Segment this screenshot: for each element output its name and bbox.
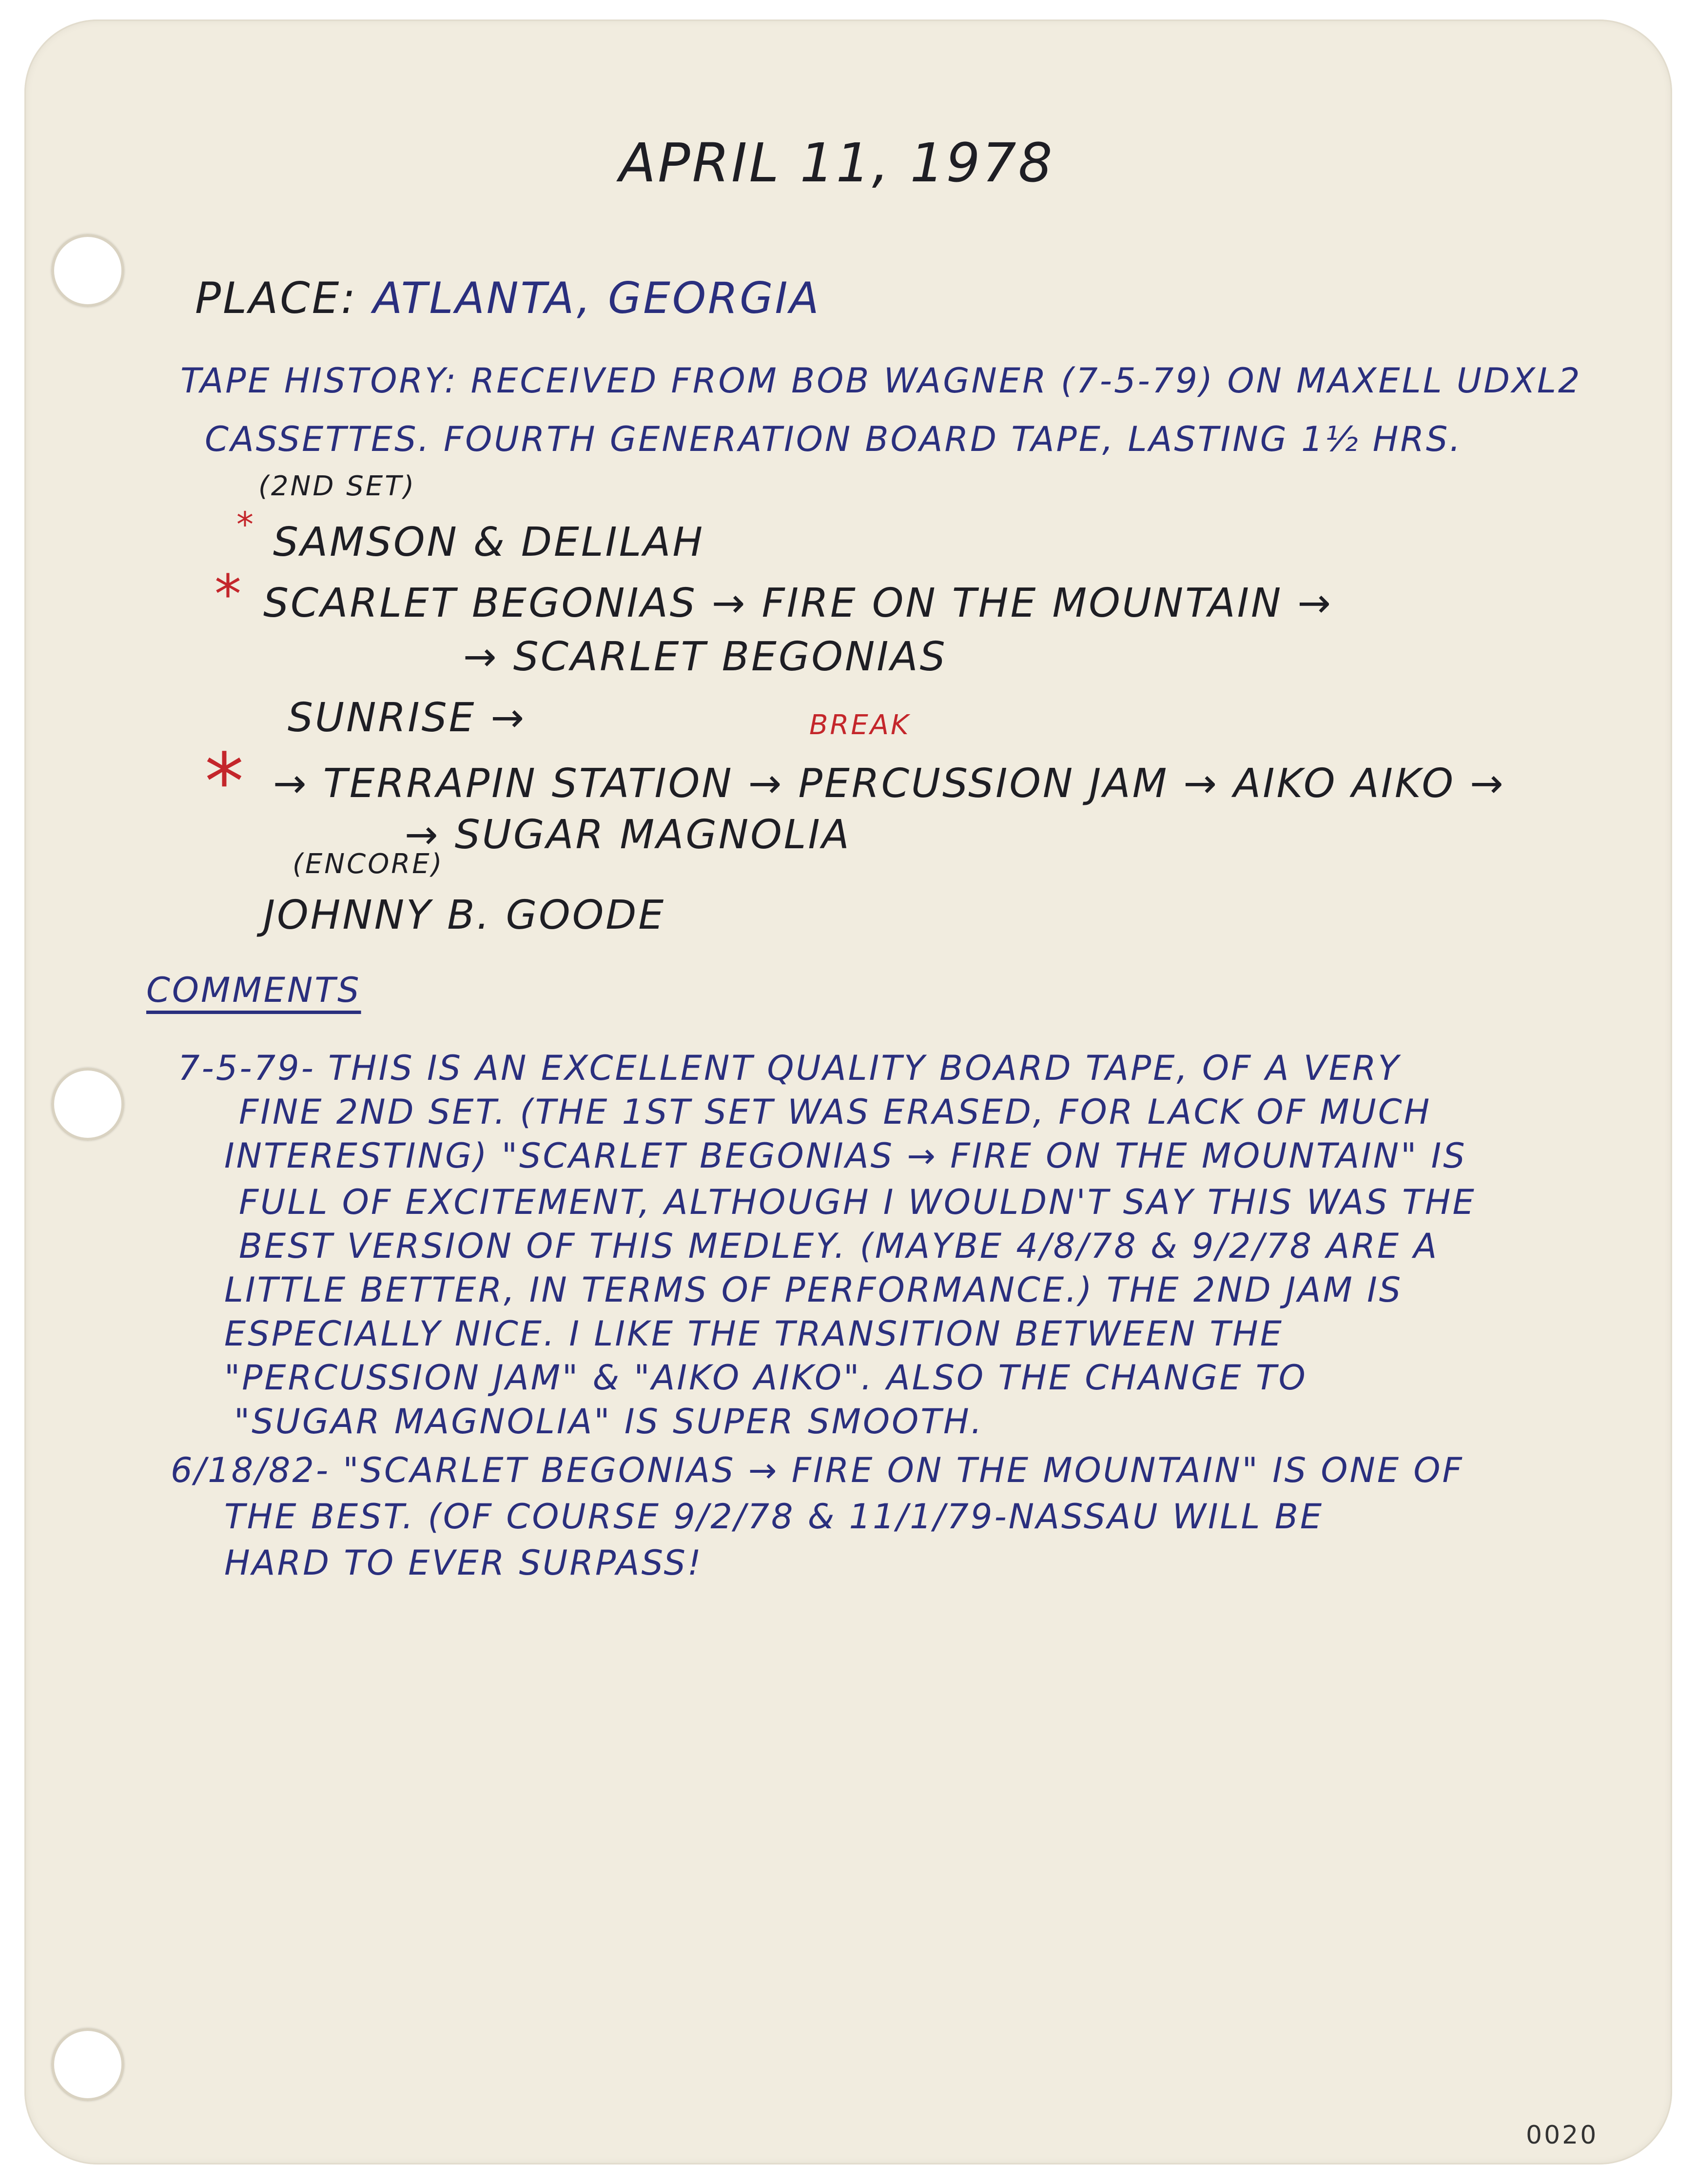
comment-line: INTERESTING) "SCARLET BEGONIAS → FIRE ON THE MOUNTAIN" IS [224, 1136, 1467, 1176]
comment-line: "PERCUSSION JAM" & "AIKO AIKO". ALSO THE CHANGE TO [224, 1358, 1307, 1398]
comment-line: 6/18/82- "SCARLET BEGONIAS → FIRE ON THE MOUNTAIN" IS ONE OF [171, 1450, 1464, 1490]
page-title-date: APRIL 11, 1978 [619, 132, 1054, 194]
red-asterisk-1: * [236, 505, 255, 545]
binder-hole-top [51, 234, 124, 307]
comment-line: FULL OF EXCITEMENT, ALTHOUGH I WOULDN'T SAY THIS WAS THE [239, 1182, 1476, 1222]
comment-line: 7-5-79- THIS IS AN EXCELLENT QUALITY BOARD TAPE, OF A VERY [178, 1048, 1401, 1088]
binder-hole-middle [51, 1068, 124, 1141]
red-asterisk-2: * [215, 563, 243, 625]
set-label: (2ND SET) [258, 470, 416, 502]
setlist-item: → SCARLET BEGONIAS [463, 634, 947, 680]
tape-history-text-1: RECEIVED FROM BOB WAGNER (7-5-79) ON MAXELL UDXL2 [470, 361, 1582, 401]
place-value: ATLANTA, GEORGIA [372, 273, 821, 323]
comment-line: HARD TO EVER SURPASS! [224, 1543, 703, 1583]
comment-line: BEST VERSION OF THIS MEDLEY. (MAYBE 4/8/78 & 9/2/78 ARE A [239, 1226, 1439, 1266]
red-asterisk-3: * [205, 736, 246, 827]
setlist-item: JOHNNY B. GOODE [263, 892, 666, 938]
comment-line: LITTLE BETTER, IN TERMS OF PERFORMANCE.) THE 2ND JAM IS [224, 1270, 1403, 1310]
setlist-item: → SUGAR MAGNOLIA [405, 812, 851, 858]
comment-line: ESPECIALLY NICE. I LIKE THE TRANSITION BETWEEN THE [224, 1314, 1284, 1354]
tape-history-label: TAPE HISTORY: [180, 361, 458, 401]
tape-history-line-2: CASSETTES. FOURTH GENERATION BOARD TAPE, LASTING 1½ HRS. [205, 419, 1463, 459]
comment-line: THE BEST. (OF COURSE 9/2/78 & 11/1/79-NASSAU WILL BE [224, 1497, 1324, 1537]
setlist-item: → TERRAPIN STATION → PERCUSSION JAM → AIKO AIKO → [273, 760, 1505, 807]
comments-heading: COMMENTS [146, 970, 361, 1010]
setlist-item: SAMSON & DELILAH [273, 519, 705, 566]
break-annotation: BREAK [809, 709, 911, 741]
setlist-item: SUNRISE → [288, 695, 527, 741]
page-number: 0020 [1526, 2121, 1599, 2150]
tape-history-line-1 [180, 361, 1582, 401]
comment-line: FINE 2ND SET. (THE 1ST SET WAS ERASED, FOR LACK OF MUCH [239, 1092, 1432, 1132]
setlist-item: SCARLET BEGONIAS → FIRE ON THE MOUNTAIN → [263, 580, 1333, 626]
encore-label: (ENCORE) [293, 848, 444, 880]
binder-hole-bottom [51, 2028, 124, 2101]
comment-line: "SUGAR MAGNOLIA" IS SUPER SMOOTH. [234, 1402, 984, 1442]
place-line [195, 273, 821, 323]
place-label: PLACE: [195, 273, 357, 323]
